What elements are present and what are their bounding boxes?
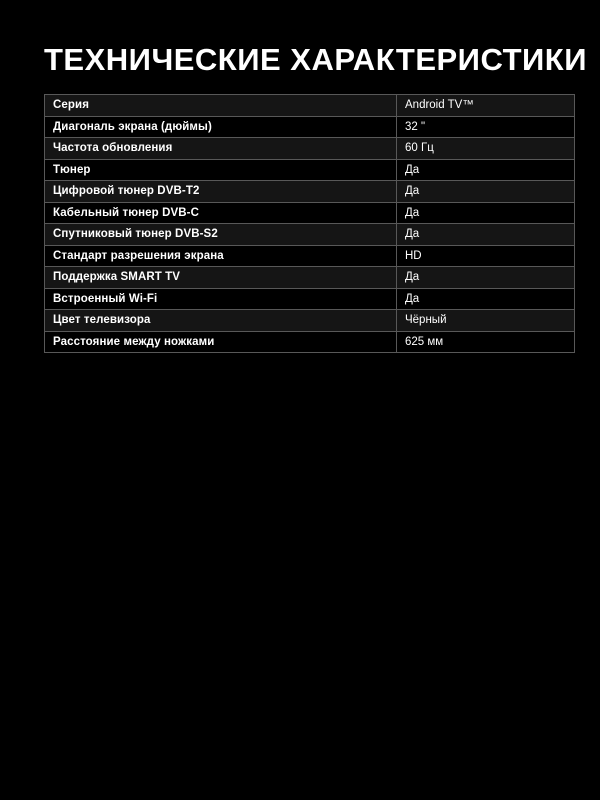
spec-value: HD: [397, 245, 575, 267]
table-row: [45, 95, 575, 117]
table-row: [45, 116, 575, 138]
specifications-table: [44, 94, 575, 353]
spec-value: Да: [397, 288, 575, 310]
table-row: [45, 288, 575, 310]
spec-parameter: Тюнер: [45, 159, 397, 181]
spec-parameter: Цифровой тюнер DVB-T2: [45, 181, 397, 203]
table-row: [45, 267, 575, 289]
spec-parameter: Расстояние между ножками: [45, 331, 397, 353]
table-row: [45, 138, 575, 160]
spec-value: 60 Гц: [397, 138, 575, 160]
spec-parameter: Цвет телевизора: [45, 310, 397, 332]
table-row: [45, 310, 575, 332]
spec-parameter: Спутниковый тюнер DVB-S2: [45, 224, 397, 246]
table-row: [45, 181, 575, 203]
spec-parameter: Стандарт разрешения экрана: [45, 245, 397, 267]
spec-value: Да: [397, 267, 575, 289]
spec-value: Android TV™: [397, 95, 575, 117]
table-row: [45, 159, 575, 181]
table-row: [45, 202, 575, 224]
spec-parameter: Встроенный Wi-Fi: [45, 288, 397, 310]
spec-value: Да: [397, 224, 575, 246]
table-row: [45, 331, 575, 353]
spec-value: 625 мм: [397, 331, 575, 353]
page-title: ТЕХНИЧЕСКИЕ ХАРАКТЕРИСТИКИ: [44, 42, 587, 77]
spec-value: Чёрный: [397, 310, 575, 332]
table-row: [45, 224, 575, 246]
spec-value: 32 ": [397, 116, 575, 138]
spec-value: Да: [397, 202, 575, 224]
table-row: [45, 245, 575, 267]
spec-parameter: Диагональ экрана (дюймы): [45, 116, 397, 138]
spec-parameter: Серия: [45, 95, 397, 117]
spec-value: Да: [397, 181, 575, 203]
spec-parameter: Поддержка SMART TV: [45, 267, 397, 289]
spec-parameter: Частота обновления: [45, 138, 397, 160]
spec-value: Да: [397, 159, 575, 181]
spec-parameter: Кабельный тюнер DVB-C: [45, 202, 397, 224]
specifications-table-body: [45, 95, 575, 353]
